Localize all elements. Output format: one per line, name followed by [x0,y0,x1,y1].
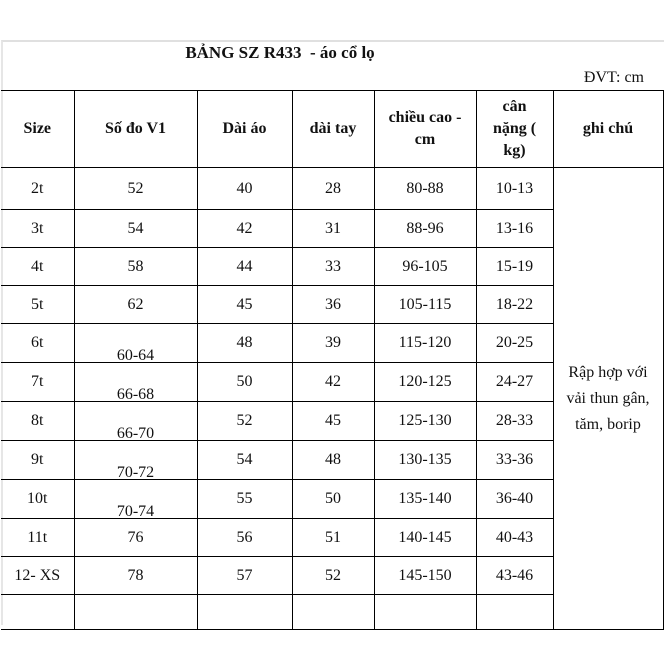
cell-dai-ao: 45 [197,286,292,324]
header-row [1,91,663,168]
cell-chieu-cao: 130-135 [374,441,476,480]
cell-dai-tay: 51 [292,519,374,557]
cell-can-nang: 10-13 [476,168,553,210]
cell-chieu-cao: 135-140 [374,480,476,519]
cell-dai-tay: 42 [292,363,374,402]
cell-dai-ao: 42 [197,210,292,248]
header-so-do-v1: Số đo V1 [74,91,197,168]
cell-can-nang: 33-36 [476,441,553,480]
cell-v1: 76 [74,519,197,557]
title-subtitle: - áo cổ lọ [310,43,375,62]
cell-dai-tay: 33 [292,248,374,286]
cell-can-nang: 20-25 [476,324,553,363]
cell-can-nang: 15-19 [476,248,553,286]
cell-can-nang: 24-27 [476,363,553,402]
cell-v1 [74,324,197,363]
cell-can-nang: 43-46 [476,557,553,595]
cell-dai-ao: 50 [197,363,292,402]
cell-chieu-cao: 125-130 [374,402,476,441]
cell-size: 5t [1,286,74,324]
cell-can-nang: 18-22 [476,286,553,324]
cell-v1-value: 66-70 [116,425,155,442]
cell-size: 3t [1,210,74,248]
cell-dai-ao [197,595,292,630]
cell-v1: 54 [74,210,197,248]
cell-size: 6t [1,324,74,363]
cell-dai-tay: 50 [292,480,374,519]
cell-chieu-cao [374,595,476,630]
cell-dai-tay: 52 [292,557,374,595]
cell-size: 8t [1,402,74,441]
cell-chieu-cao: 120-125 [374,363,476,402]
cell-size: 12- XS [1,557,74,595]
cell-dai-ao: 52 [197,402,292,441]
cell-v1-value: 70-72 [116,464,155,481]
cell-size: 10t [1,480,74,519]
header-chieu-cao: chiều cao - cm [374,91,476,168]
cell-size: 7t [1,363,74,402]
table-row [1,168,663,210]
cell-chieu-cao: 105-115 [374,286,476,324]
cell-v1-value: 70-74 [116,503,155,520]
cell-v1 [74,402,197,441]
cell-v1: 52 [74,168,197,210]
title-text: BẢNG SZ R433 [185,43,302,62]
cell-chieu-cao: 140-145 [374,519,476,557]
cell-dai-ao: 55 [197,480,292,519]
cell-size: 11t [1,519,74,557]
header-size: Size [1,91,74,168]
cell-size: 9t [1,441,74,480]
cell-dai-tay [292,595,374,630]
cell-dai-ao: 40 [197,168,292,210]
cell-dai-ao: 48 [197,324,292,363]
header-ghi-chu: ghi chú [553,91,663,168]
header-dai-tay: dài tay [292,91,374,168]
cell-can-nang: 28-33 [476,402,553,441]
cell-v1-value: 60-64 [116,347,155,364]
cell-dai-ao: 57 [197,557,292,595]
cell-chieu-cao: 80-88 [374,168,476,210]
cell-dai-ao: 54 [197,441,292,480]
cell-dai-tay: 28 [292,168,374,210]
cell-size [1,595,74,630]
header-can-nang: cân nặng ( kg) [476,91,553,168]
header-dai-ao: Dài áo [197,91,292,168]
cell-chieu-cao: 88-96 [374,210,476,248]
cell-size: 2t [1,168,74,210]
cell-can-nang: 13-16 [476,210,553,248]
cell-dai-ao: 56 [197,519,292,557]
cell-v1-value: 66-68 [116,386,155,403]
document-title [0,43,560,63]
cell-dai-tay: 48 [292,441,374,480]
cell-can-nang: 36-40 [476,480,553,519]
cell-v1: 58 [74,248,197,286]
cell-dai-tay: 31 [292,210,374,248]
cell-dai-ao: 44 [197,248,292,286]
cell-v1: 78 [74,557,197,595]
cell-v1: 62 [74,286,197,324]
unit-label: ĐVT: cm [583,69,644,86]
cell-dai-tay: 39 [292,324,374,363]
cell-chieu-cao: 96-105 [374,248,476,286]
cell-dai-tay: 36 [292,286,374,324]
cell-v1 [74,363,197,402]
cell-can-nang [476,595,553,630]
cell-v1 [74,480,197,519]
cell-v1 [74,441,197,480]
cell-v1 [74,595,197,630]
cell-dai-tay: 45 [292,402,374,441]
cell-ghi-chu-note: Rập hợp với vải thun gân, tăm, borip [553,168,663,630]
cell-size: 4t [1,248,74,286]
cell-chieu-cao: 115-120 [374,324,476,363]
size-table [1,90,664,630]
cell-chieu-cao: 145-150 [374,557,476,595]
cell-can-nang: 40-43 [476,519,553,557]
